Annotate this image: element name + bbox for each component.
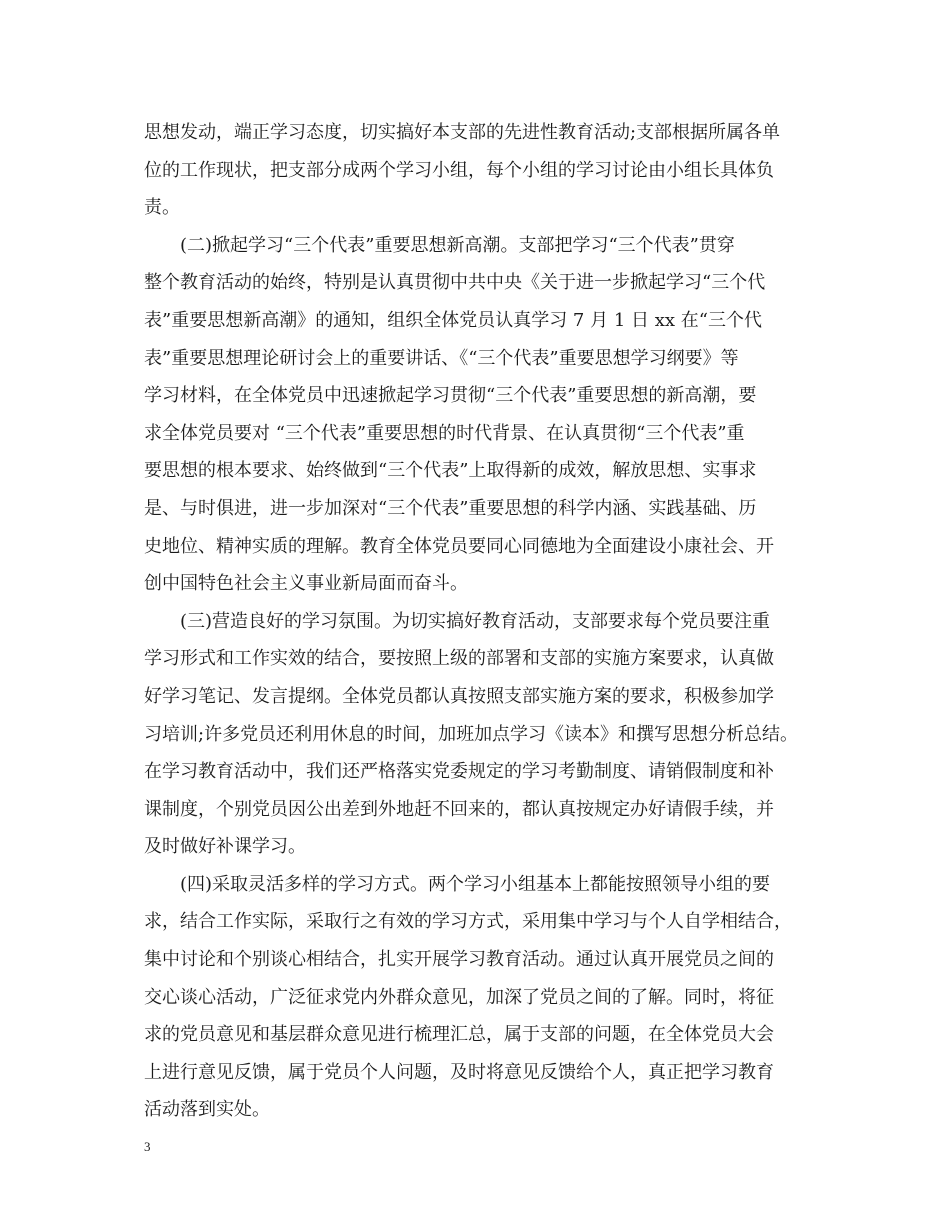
paragraph-section-two: [144, 227, 824, 603]
text-line: 及时做好补课学习。: [144, 836, 306, 858]
text-line: 交心谈心活动，广泛征求党内外群众意见，加深了党员之间的了解。同时，将征: [144, 986, 774, 1008]
text-line: 集中讨论和个别谈心相结合，扎实开展学习教育活动。通过认真开展党员之间的: [144, 949, 774, 971]
text-line: 习培训;许多党员还利用休息的时间，加班加点学习《读本》和撰写思想分析总结。: [144, 723, 799, 745]
text-line: 思想发动，端正学习态度，切实搞好本支部的先进性教育活动;支部根据所属各单: [144, 122, 781, 143]
text-line: 表”重要思想理论研讨会上的重要讲话、《“三个代表”重要思想学习纲要》等: [144, 347, 739, 369]
text-line: 整个教育活动的始终，特别是认真贯彻中共中央《关于进一步掀起学习“三个代: [144, 272, 766, 294]
page-number: 3: [144, 1139, 151, 1154]
text-line: 上进行意见反馈，属于党员个人问题，及时将意见反馈给个人，真正把学习教育: [144, 1061, 774, 1083]
text-line: 是、与时俱进，进一步加深对“三个代表”重要思想的科学内涵、实践基础、历: [144, 497, 757, 519]
text-line: 课制度，个别党员因公出差到外地赶不回来的，都认真按规定办好请假手续，并: [144, 798, 774, 820]
text-line: 在学习教育活动中，我们还严格落实党委规定的学习考勤制度、请销假制度和补: [144, 761, 774, 783]
paragraph-section-three: [144, 603, 824, 866]
text-line: 活动落到实处。: [144, 1099, 270, 1121]
text-line: (三)营造良好的学习氛围。为切实搞好教育活动，支部要求每个党员要注重: [180, 610, 771, 632]
text-line: 学习形式和工作实效的结合，要按照上级的部署和支部的实施方案要求，认真做: [144, 648, 774, 670]
text-line: 位的工作现状，把支部分成两个学习小组，每个小组的学习讨论由小组长具体负: [144, 159, 774, 181]
document-body: [144, 114, 824, 1129]
text-line: 求全体党员要对 “三个代表”重要思想的时代背景、在认真贯彻“三个代表”重: [144, 422, 745, 444]
text-line: (四)采取灵活多样的学习方式。两个学习小组基本上都能按照领导小组的要: [180, 873, 771, 895]
paragraph-continuation: [144, 114, 824, 227]
text-line: 求，结合工作实际，采取行之有效的学习方式，采用集中学习与个人自学相结合，: [144, 911, 792, 933]
text-line: 责。: [144, 197, 180, 219]
text-line: 求的党员意见和基层群众意见进行梳理汇总，属于支部的问题，在全体党员大会: [144, 1024, 774, 1046]
text-line: (二)掀起学习“三个代表”重要思想新高潮。支部把学习“三个代表”贯穿: [180, 234, 735, 256]
paragraph-section-four: [144, 866, 824, 1129]
text-line: 创中国特色社会主义事业新局面而奋斗。: [144, 573, 468, 595]
text-line: 史地位、精神实质的理解。教育全体党员要同心同德地为全面建设小康社会、开: [144, 535, 774, 557]
text-line: 学习材料，在全体党员中迅速掀起学习贯彻“三个代表”重要思想的新高潮，要: [144, 385, 757, 407]
text-line: 表”重要思想新高潮》的通知，组织全体党员认真学习 7 月 1 日 xx 在“三个代: [144, 309, 762, 331]
text-line: 好学习笔记、发言提纲。全体党员都认真按照支部实施方案的要求，积极参加学: [144, 685, 774, 707]
text-line: 要思想的根本要求、始终做到“三个代表”上取得新的成效，解放思想、实事求: [144, 460, 757, 482]
